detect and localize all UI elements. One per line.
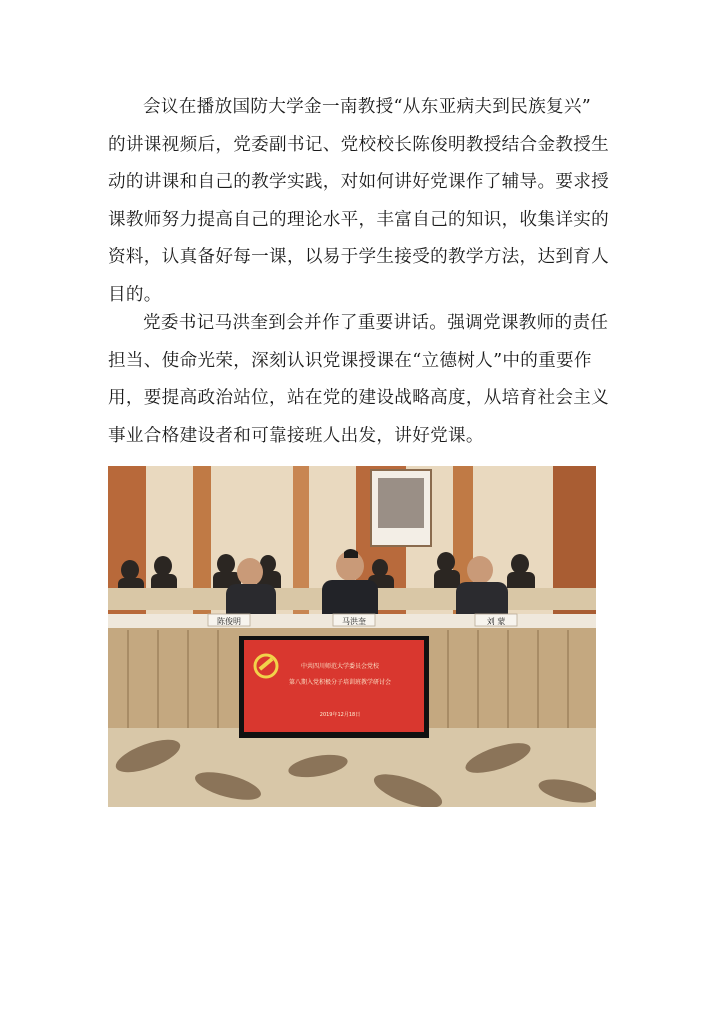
name-card-label: 刘 蒙 [486,617,506,626]
text-line: 资料，认真备好每一课，以易于学生接受的教学方法，达到育人 [108,247,610,268]
text-line: 担当、使命光荣，深刻认识党课授课在“立德树人”中的重要作 [108,350,592,371]
text-line: 用，要提高政治站位，站在党的建设战略高度，从培育社会主义 [108,388,610,409]
wall-picture-photo [378,478,424,528]
name-card-label: 陈俊明 [217,617,241,626]
name-card-label: 马洪奎 [342,617,366,626]
screen-subtitle: 第八期入党积极分子培训班教学研讨会 [288,679,392,686]
text-line: 目的。 [108,284,162,305]
text-line: 的讲课视频后，党委副书记、党校校长陈俊明教授结合金教授生 [108,134,610,155]
text-line: 事业合格建设者和可靠接班人出发，讲好党课。 [108,425,484,446]
screen-title: 中共四川师范大学委员会党校 [300,663,380,670]
text-line: 党委书记马洪奎到会并作了重要讲话。强调党课教师的责任 [143,313,609,333]
screen-display [244,640,424,732]
meeting-photo [108,466,596,807]
text-line: 课教师努力提高自己的理论水平，丰富自己的知识，收集详实的 [108,209,610,230]
text-line: 会议在播放国防大学金一南教授“从东亚病夫到民族复兴” [143,97,592,117]
screen-date: 2019年12月18日 [319,712,361,718]
text-line: 动的讲课和自己的教学实践，对如何讲好党课作了辅导。要求授 [108,172,610,193]
carpet [108,728,596,807]
paragraph-meeting-video [108,89,608,315]
paragraph-secretary-speech [108,305,608,455]
